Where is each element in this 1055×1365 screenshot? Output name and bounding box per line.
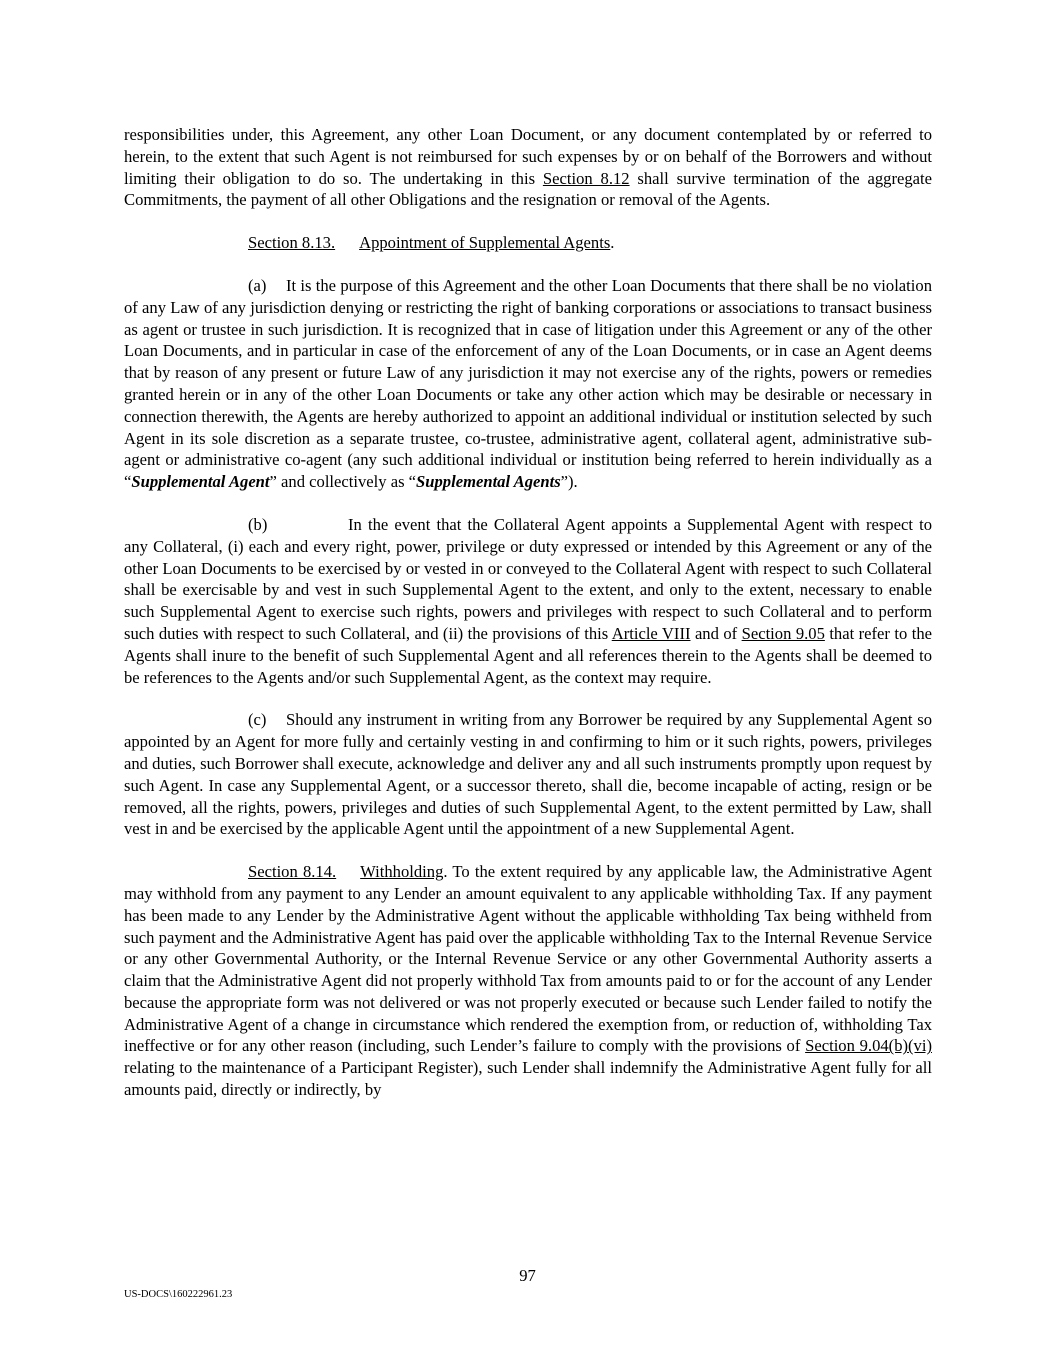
section-reference: Section 9.05: [741, 623, 825, 643]
paragraph-b: [124, 514, 932, 688]
text-run: relating to the maintenance of a Participant Register), such Lender shall indemnify the Administrative Agent fully for all amounts paid, directly or indirectly, by: [124, 1058, 932, 1100]
text-run: shall survive termination of the aggregate Commitments, the payment of all other Obligations and the resignation or removal of the Agents.: [124, 168, 932, 210]
text-run: Should any instrument in writing from any Borrower be required by any Supplemental Agent so appointed by an Agent for more fully and certainly vesting in and confirming to him or it such rights, powers, privileges and duties, such Borrower shall execute, acknowledge and deliver any and all such instruments promptly upon request by such Agent. In case any Supplemental Agent, or a successor thereto, shall die, become incapable of acting, resign or be removed, all the rights, powers, privileges and duties of such Supplemental Agent, to the extent permitted by Law, shall vest in and be exercised by the applicable Agent until the appointment of a new Supplemental Agent.: [124, 710, 932, 839]
section-title: Appointment of Supplemental Agents: [359, 233, 611, 253]
section-reference: Section 9.04(b)(vi): [805, 1036, 932, 1056]
section-number: Section 8.13.: [248, 233, 336, 253]
section-8-13-heading: [124, 232, 932, 254]
section-title: Withholding: [360, 862, 444, 882]
text-run: To the extent required by any applicable law, the Administrative Agent may withhold from any payment to any Lender an amount equivalent to any applicable withholding Tax. If any payment has been made to any Lender by the Administrative Agent without the applicable withholding Tax being withheld from such payment and the Administrative Agent has paid over the applicable withholding Tax to the Internal Revenue Service or any other Governmental Authority, or the Internal Revenue Service or any other Governmental Authority asserts a claim that the Administrative Agent did not properly withhold Tax from amounts paid to or for the account of any Lender because the appropriate form was not delivered or was not properly executed or because such Lender failed to notify the Administrative Agent of a change in circumstance which rendered the exemption from, or reduction of, withholding Tax ineffective or for any other reason (including, such Lender’s failure to comply with the provisions of: [124, 862, 933, 1056]
text-run: responsibilities under, this Agreement, any other Loan Document, or any document contemplated by or referred to herein, to the extent that such Agent is not reimbursed for such expenses by or on behalf of the Borrowers and without limiting their obligation to do so. The undertaking in this: [124, 125, 932, 188]
text-run: and of: [690, 623, 742, 643]
section-reference: Section 8.12: [542, 168, 630, 188]
section-8-14-paragraph: [124, 861, 932, 1101]
document-id: US-DOCS\160222961.23: [124, 1289, 233, 1300]
paragraph-label: (b): [248, 514, 268, 534]
text-run: ” and collectively as “: [269, 472, 417, 492]
text-run: It is the purpose of this Agreement and the other Loan Documents that there shall be no violation of any Law of any jurisdiction denying or restricting the right of banking corporations or associations to transact business as agent or trustee in such jurisdiction. It is recognized that in case of litigation under this Agreement or any of the other Loan Documents, and in particular in case of the enforcement of any of the Loan Documents, or in case an Agent deems that by reason of any present or future Law of any jurisdiction it may not exercise any of the rights, powers or remedies granted herein or in any of the other Loan Documents or take any other action which may be desirable or necessary in connection therewith, the Agents are hereby authorized to appoint an additional individual or institution selected by such Agent in its sole discretion as a separate trustee, co-trustee, administrative agent, collateral agent, administrative sub-agent or administrative co-agent (any such additional individual or institution being referred to herein individually as a “: [124, 275, 932, 492]
section-number: Section 8.14.: [248, 862, 337, 882]
article-reference: Article VIII: [611, 623, 691, 643]
paragraph-label: (a): [248, 275, 267, 295]
text-run: In the event that the Collateral Agent appoints a Supplemental Agent with respect to any Collateral, (i) each and every right, power, privilege or duty expressed or intended by this Agreement or any of the other Loan Documents to be exercised by or vested in or conveyed to the Collateral Agent with respect to such Collateral shall be exercisable by and vest in such Supplemental Agent to the extent, and only to the extent, necessary to enable such Supplemental Agent to exercise such rights, powers and privileges with respect to such Collateral and to perform such duties with respect to such Collateral, and (ii) the provisions of this: [124, 514, 932, 643]
text-run: .: [443, 862, 448, 882]
defined-term: Supplemental Agents: [416, 472, 561, 492]
continuation-paragraph: [124, 124, 932, 211]
paragraph-a: [124, 275, 932, 493]
text-run: ”).: [560, 472, 578, 492]
page-number: 97: [519, 1266, 536, 1285]
body-text: [124, 124, 932, 1122]
text-run: that refer to the Agents shall inure to the benefit of such Supplemental Agent and all references therein to the Agents shall be deemed to be references to the Agents and/or such Supplemental Agent, as the context may require.: [124, 623, 933, 687]
text-run: .: [610, 233, 615, 253]
paragraph-label: (c): [248, 710, 267, 730]
paragraph-c: [124, 709, 932, 840]
defined-term: Supplemental Agent: [131, 472, 270, 492]
